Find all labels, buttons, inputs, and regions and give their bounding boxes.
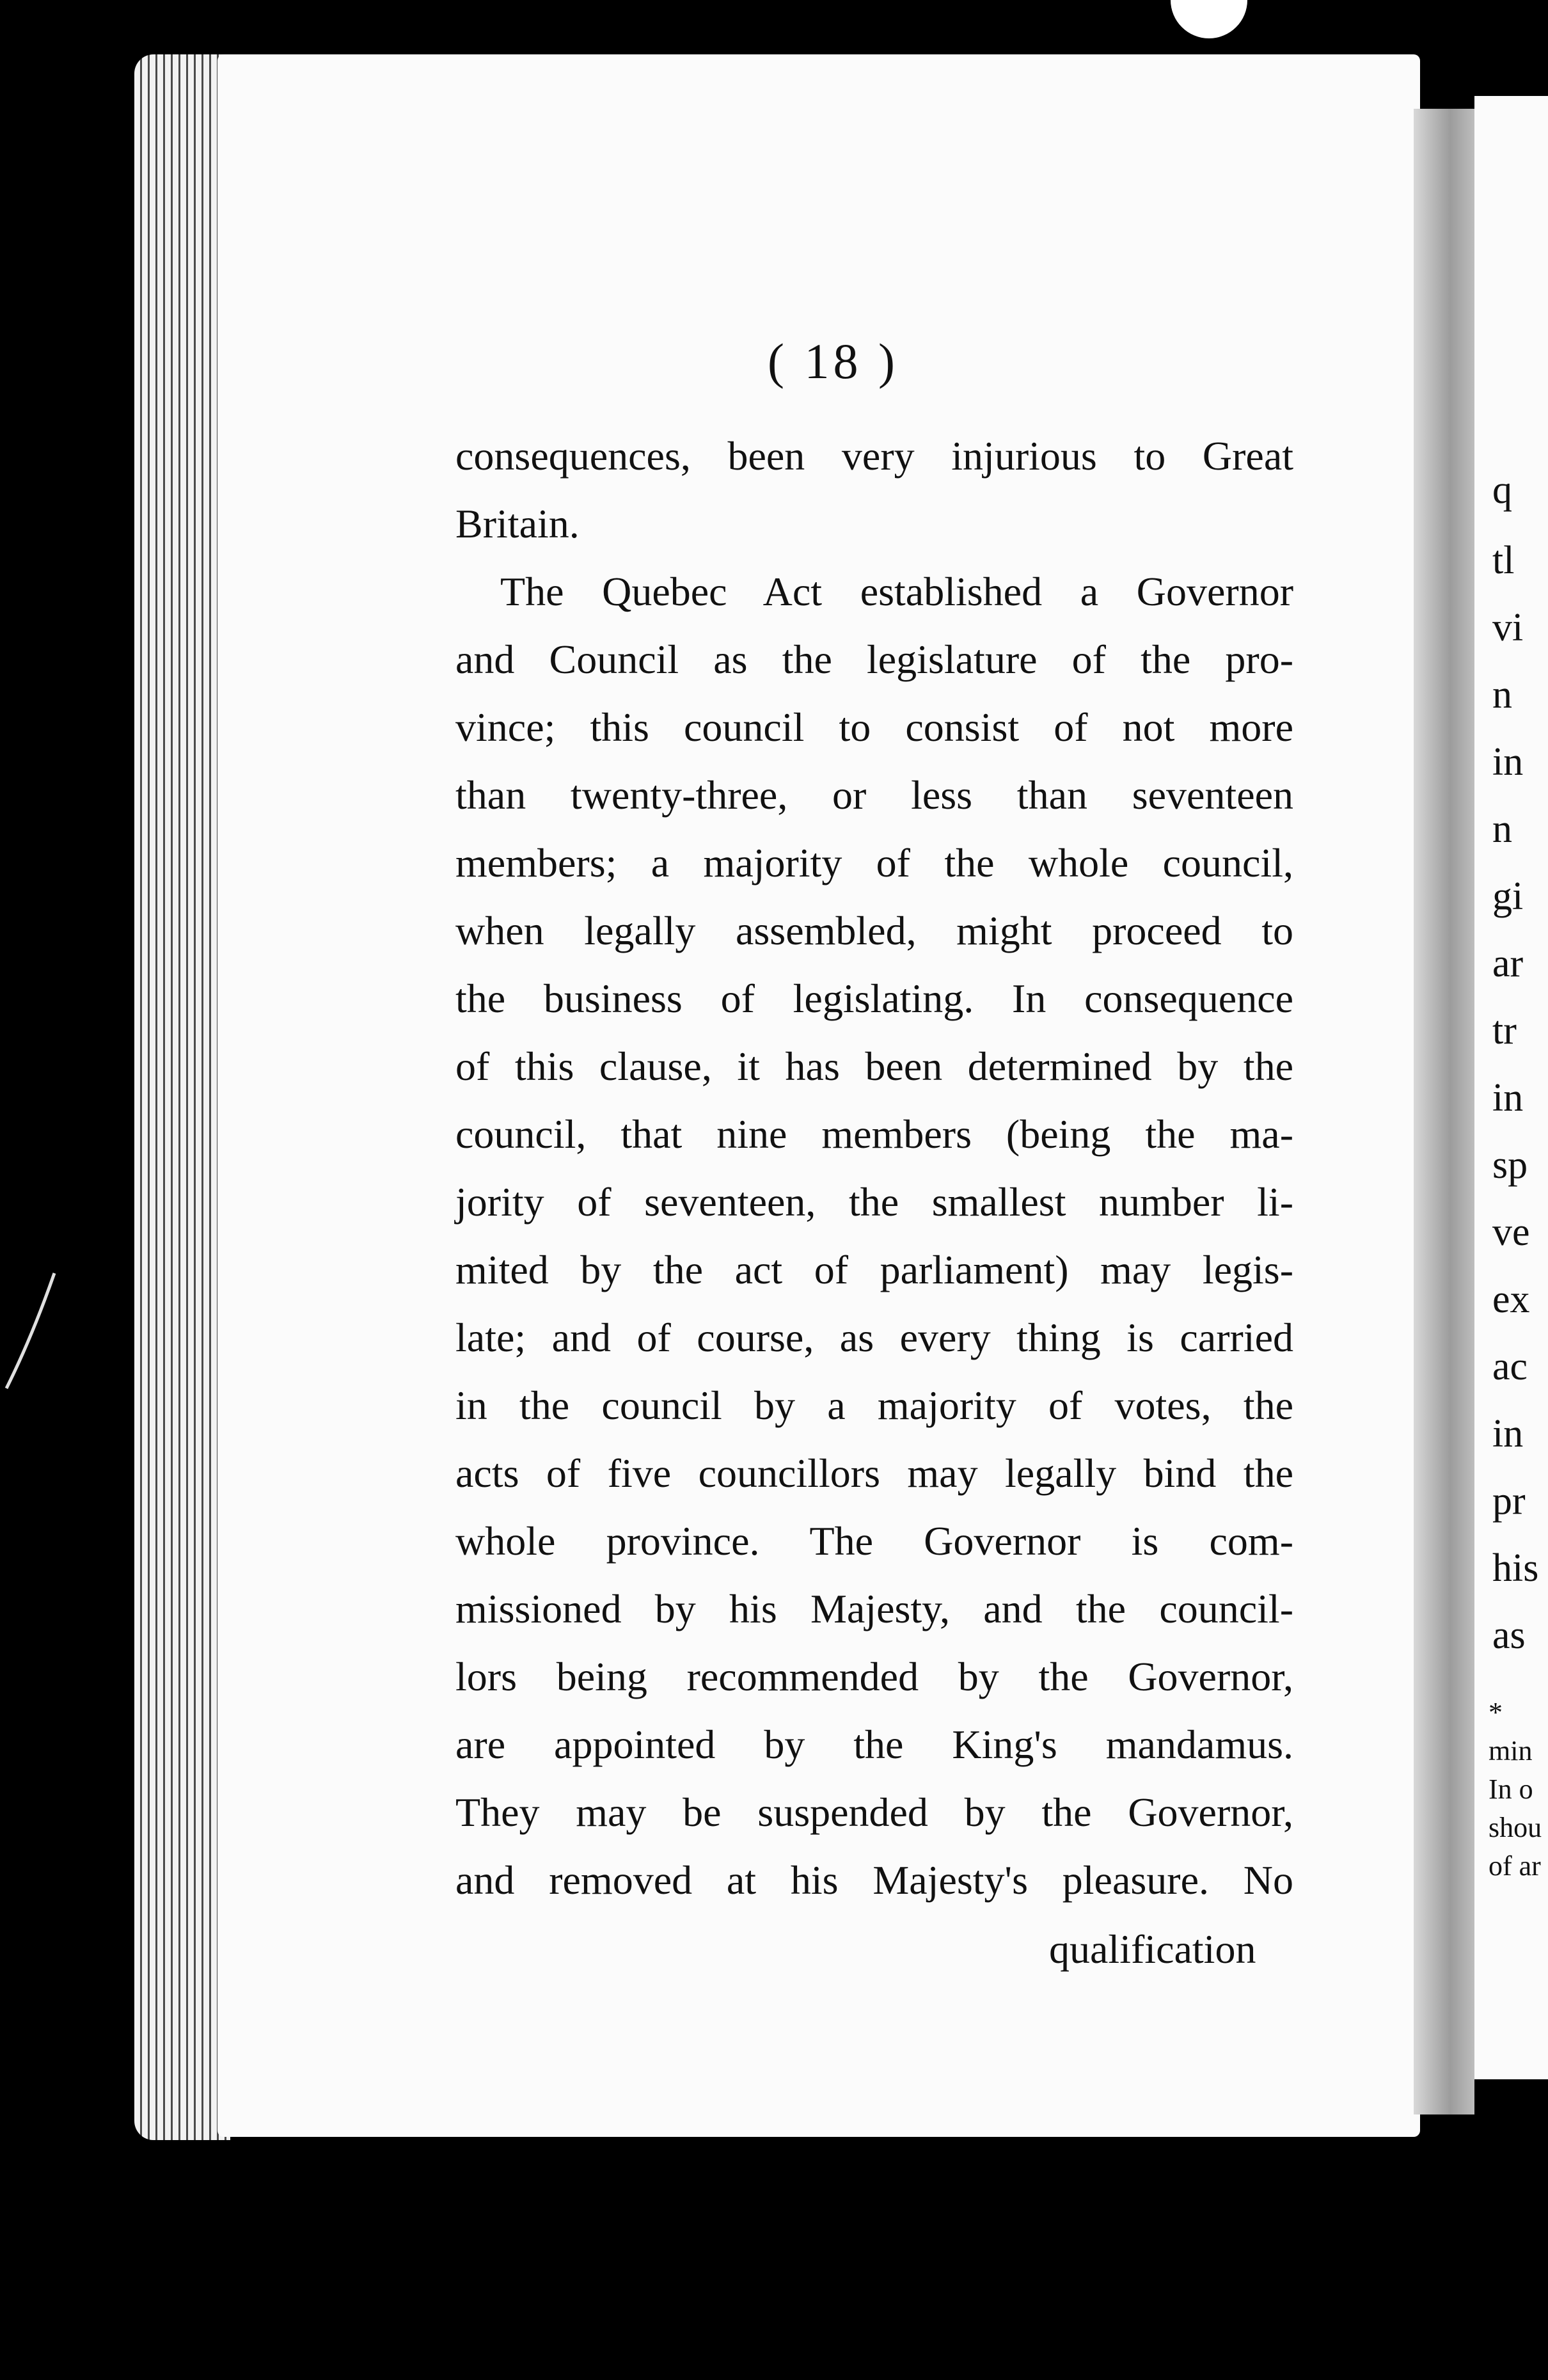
text-line: when legally assembled, might proceed to — [455, 908, 1293, 953]
page-corner-mark — [0, 1267, 58, 1395]
next-page-fragment: gi — [1492, 875, 1524, 918]
next-page-footnote-fragment: * — [1489, 1697, 1503, 1728]
next-page-fragment: in — [1492, 1076, 1524, 1120]
page-edges — [134, 54, 230, 2140]
text-line: mited by the act of parliament) may legis- — [455, 1247, 1293, 1292]
next-page-fragment: n — [1492, 807, 1512, 851]
next-page-fragment: in — [1492, 1412, 1524, 1456]
next-page-edge — [1474, 96, 1548, 2079]
next-page-fragment: sp — [1492, 1143, 1528, 1187]
text-line: consequences, been very injurious to Great — [455, 433, 1293, 479]
text-line: than twenty-three, or less than seventeen — [455, 772, 1293, 818]
next-page-fragment: ar — [1492, 942, 1524, 985]
book-clip — [1171, 0, 1247, 38]
text-line: jority of seventeen, the smallest number li- — [455, 1179, 1293, 1225]
text-line: vince; this council to consist of not more — [455, 704, 1293, 750]
next-page-fragment: n — [1492, 673, 1512, 717]
text-line: the business of legislating. In consequence — [455, 976, 1293, 1021]
next-page-footnote-fragment: min — [1489, 1735, 1533, 1766]
next-page-footnote-fragment: of ar — [1489, 1850, 1541, 1882]
text-line: late; and of course, as every thing is carried — [455, 1315, 1293, 1360]
text-line: missioned by his Majesty, and the council- — [455, 1586, 1293, 1631]
next-page-fragment: tr — [1492, 1009, 1517, 1052]
next-page-fragment: pr — [1492, 1479, 1526, 1523]
text-line: council, that nine members (being the ma- — [455, 1111, 1293, 1157]
next-page-fragment: ve — [1492, 1210, 1530, 1254]
next-page-footnote-fragment: In o — [1489, 1773, 1533, 1805]
next-page-fragment: in — [1492, 740, 1524, 784]
next-page-fragment: ex — [1492, 1278, 1530, 1321]
text-line: whole province. The Governor is com- — [455, 1518, 1293, 1564]
next-page-fragment: his — [1492, 1546, 1539, 1590]
text-line: and Council as the legislature of the pro- — [455, 637, 1293, 682]
text-line: They may be suspended by the Governor, — [455, 1789, 1293, 1835]
text-line: and removed at his Majesty's pleasure. No — [455, 1857, 1293, 1903]
text-line: Britain. — [455, 501, 580, 546]
text-line: are appointed by the King's mandamus. — [455, 1722, 1293, 1767]
text-line: of this clause, it has been determined by the — [455, 1043, 1293, 1089]
page-gutter — [1414, 109, 1474, 2114]
text-line: The Quebec Act established a Governor — [500, 569, 1293, 614]
next-page-fragment: ac — [1492, 1345, 1528, 1388]
next-page-fragment: as — [1492, 1614, 1526, 1657]
next-page-fragment: q — [1492, 468, 1512, 512]
text-line: lors being recommended by the Governor, — [455, 1654, 1293, 1699]
page-number: ( 18 ) — [768, 333, 899, 389]
catchword: qualification — [1049, 1926, 1256, 1972]
text-line: in the council by a majority of votes, the — [455, 1383, 1293, 1428]
next-page-fragment: vi — [1492, 606, 1524, 649]
next-page-fragment: tl — [1492, 539, 1515, 582]
text-line: members; a majority of the whole council, — [455, 840, 1293, 885]
text-line: acts of five councillors may legally bind the — [455, 1450, 1293, 1496]
body-text — [455, 422, 1293, 1914]
next-page-footnote-fragment: shou — [1489, 1812, 1542, 1843]
